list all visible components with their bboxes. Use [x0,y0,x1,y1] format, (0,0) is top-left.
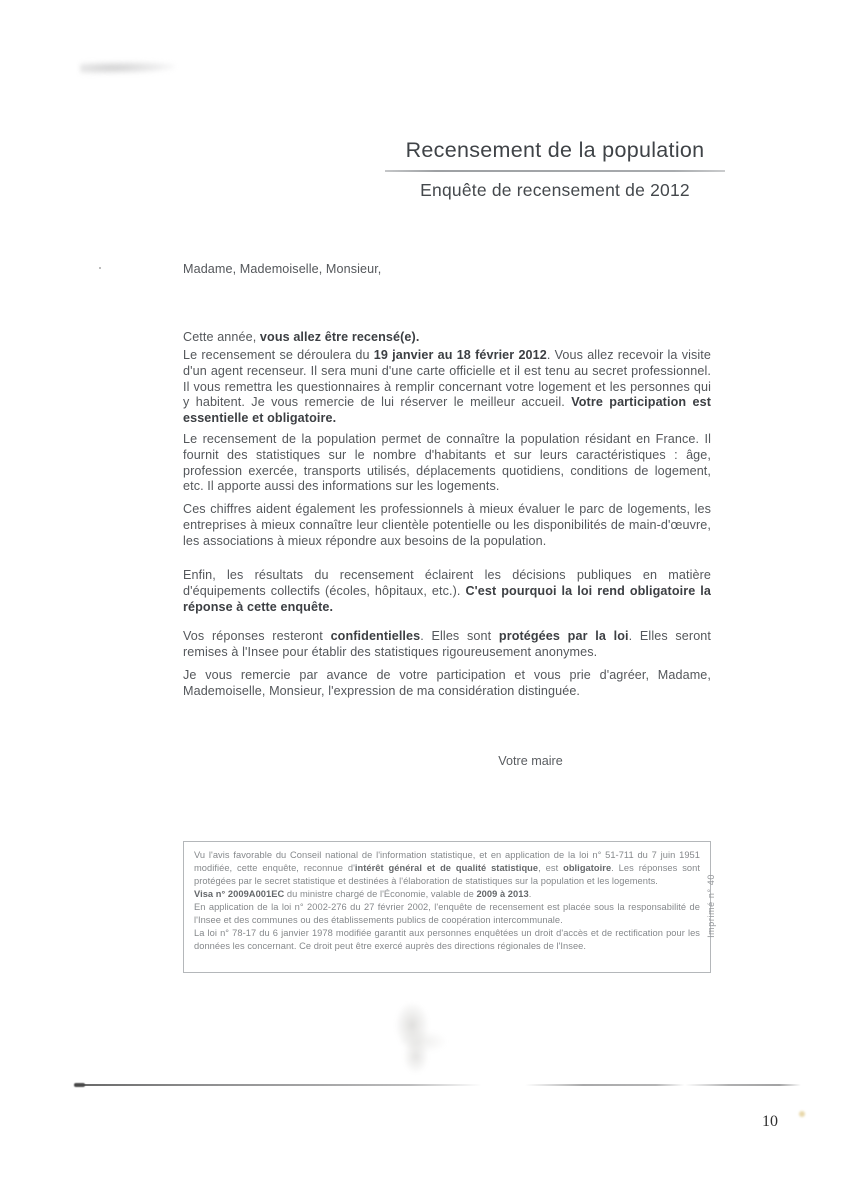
text-segment: Le recensement se déroulera du [183,348,374,362]
text-segment: Vu l'avis favorable du Conseil national de l'information statistique, et en application de la loi n° 51-711 du 7 juin 1951 modifiée, cette enquête, reconnue d' [194,850,700,873]
text-segment-bold: confidentielles [330,629,421,643]
document-header [382,138,728,201]
faint-stamp-artifact [386,1003,448,1077]
paragraph-closing [183,668,711,700]
bottom-scan-line-start [74,1083,85,1087]
text-segment: Ces chiffres aident également les professionnels à mieux évaluer le parc de logements, les entreprises à mieux connaître leur clientèle potentielle ou les disponibilités de main-d'œuvre, les associations à mieux répondre aux besoins de la population. [183,502,711,548]
text-segment: Je vous remercie par avance de votre participation et vous prie d'agréer, Madame, Mademoiselle, Monsieur, l'expression de ma considération distinguée. [183,668,711,698]
text-segment: Vos réponses resteront [183,629,331,643]
salutation: Madame, Mademoiselle, Monsieur, [183,262,382,276]
paper-speck-artifact [799,1111,805,1117]
paragraph-public-decisions [183,568,711,615]
legal-paragraph-visa [194,888,700,901]
text-segment: , est [538,863,564,873]
legal-paragraph-data-rights [194,927,700,953]
text-segment-bold: 19 janvier au 18 février 2012 [373,348,547,362]
paragraph-census-dates [183,348,711,427]
form-number-side-label: Imprimé n° 40 [706,874,716,938]
ink-dot-artifact [99,267,101,269]
text-segment: . [528,889,532,899]
text-segment: . Vous allez recevoir la visite d'un agent recenseur. Il sera muni d'une carte officielle et il est tenu au secret professionnel. Il vous remettra les questionnaires à remplir concernant votre logement et les personnes qui y habitent. Je vous remercie de lui réserver le meilleur accueil. [183,348,711,410]
text-segment: Le recensement de la population permet de connaître la population résidant en France. Il fournit des statistiques sur le nombre d'habitants et sur leurs caractéristiques : âge, profession exercée, transports utilisés, déplacements quotidiens, conditions de logement, etc. Il apporte aussi des informations sur les logements. [183,432,711,494]
bottom-scan-line [75,1084,801,1086]
text-segment: Enfin, les résultats du recensement éclairent les décisions publiques en matière d'équipements collectifs (écoles, hôpitaux, etc.). [183,568,711,598]
text-segment-bold: 2009 à 2013 [476,889,529,899]
scan-smudge-artifact [80,60,175,75]
legal-notice-box [183,841,711,973]
page-number: 10 [762,1113,778,1130]
text-segment-bold: Votre participation est essentielle et obligatoire. [183,395,712,426]
text-segment: Cette année, [183,330,260,344]
text-segment-bold: protégées par la loi [498,629,629,643]
document-title: Recensement de la population [405,138,705,162]
paragraph-statistics-uses [183,502,711,549]
title-underline-rule [385,170,725,172]
text-segment-bold: Visa n° 2009A001EC [194,889,285,899]
intro-line [183,330,711,346]
legal-paragraph-statistics-law [194,849,700,888]
signature-line: Votre maire [498,754,563,768]
document-subtitle: Enquête de recensement de 2012 [420,180,690,200]
paragraph-census-purpose [183,432,711,495]
text-segment: du ministre chargé de l'Économie, valable de [284,889,477,899]
text-segment-bold: obligatoire [563,863,612,873]
text-segment-bold: C'est pourquoi la loi rend obligatoire la réponse à cette enquête. [183,583,711,614]
text-segment-bold: vous allez être recensé(e). [259,330,420,344]
text-segment: En application de la loi n° 2002-276 du 27 février 2002, l'enquête de recensement est placée sous la responsabilité de l'Insee et des communes ou des établissements publics de coopération intercommunale. [194,902,700,925]
text-segment: . Les réponses sont protégées par le secret statistique et destinées à l'élaboration de statistiques sur la population et les logements. [194,863,700,886]
paragraph-confidentiality [183,629,711,661]
text-segment: . Elles seront remises à l'Insee pour établir des statistiques rigoureusement anonymes. [183,629,712,659]
legal-paragraph-responsibility [194,901,700,927]
text-segment: La loi n° 78-17 du 6 janvier 1978 modifiée garantit aux personnes enquêtées un droit d'accès et de rectification pour les données les concernant. Ce droit peut être exercé auprès des directions régionales de l'Insee. [194,928,700,951]
text-segment-bold: intérêt général et de qualité statistique [354,863,539,873]
text-segment: . Elles sont [420,629,499,643]
